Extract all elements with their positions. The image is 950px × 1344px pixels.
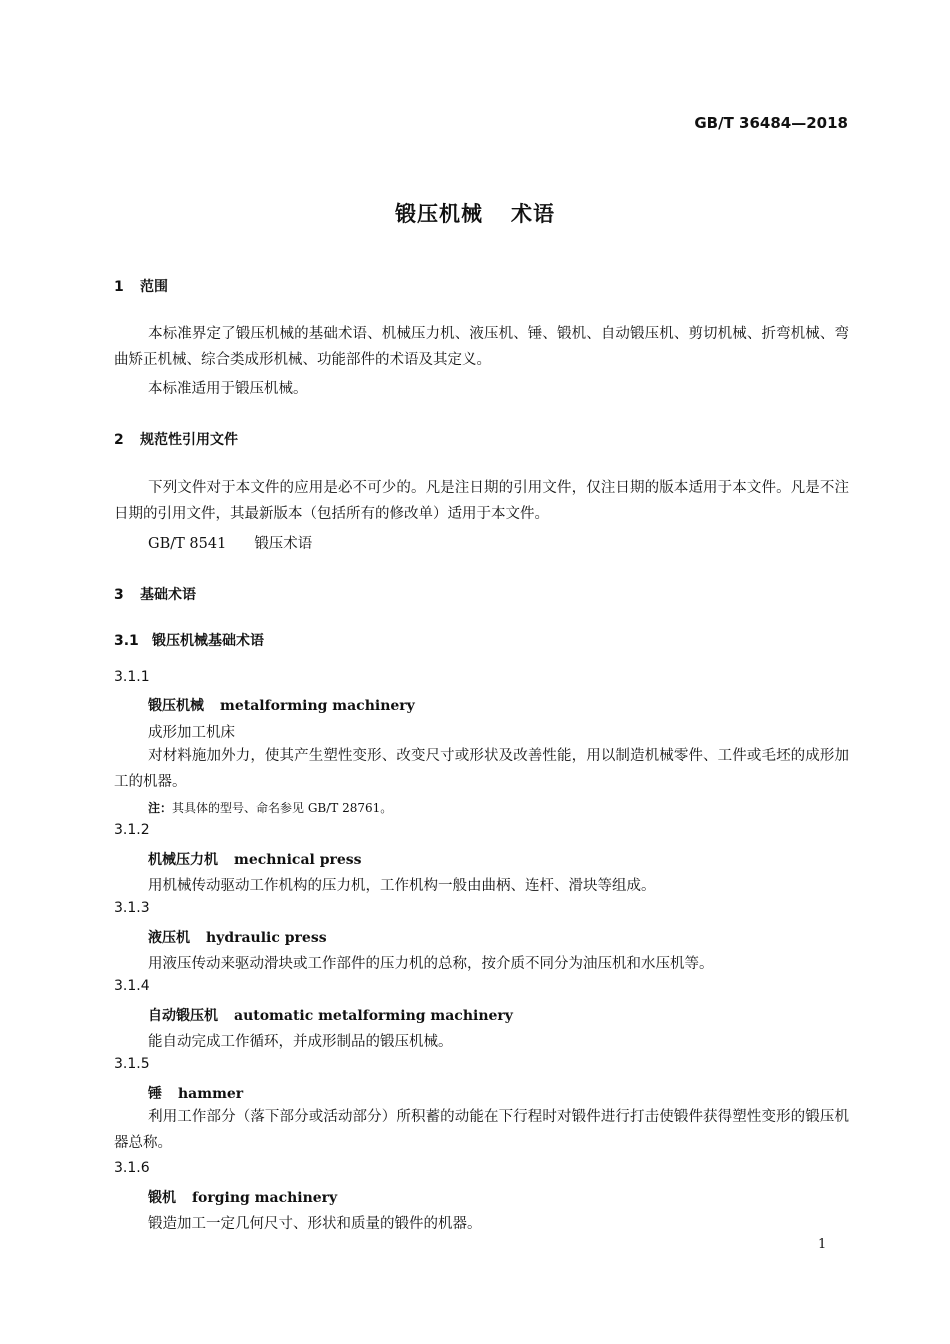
term-zh: 锻压机械 [148,698,204,714]
page-number: 1 [818,1237,827,1252]
term-number: 3.1.3 [114,900,150,916]
term-heading [148,1187,337,1207]
note-label: 注： [148,801,173,815]
section-1-paragraph-2: 本标准适用于锻压机械。 [148,381,308,397]
normative-reference [148,532,312,553]
section-title: 基础术语 [140,587,196,603]
term-zh: 液压机 [148,930,190,946]
section-number: 3 [114,587,124,603]
term-zh: 机械压力机 [148,852,218,868]
note-text: 其具体的型号、命名参见 GB/T 28761。 [172,801,393,815]
term-note [148,799,392,816]
term-heading [148,927,327,947]
term-number: 3.1.6 [114,1160,150,1176]
page-title [0,198,950,228]
term-number: 3.1.4 [114,978,150,994]
term-synonym: 成形加工机床 [148,725,235,741]
reference-title: 锻压术语 [254,536,313,552]
standard-number: GB/T 36484—2018 [694,114,848,132]
term-en: forging machinery [192,1190,338,1206]
term-en: automatic metalforming machinery [234,1008,513,1024]
subsection-number: 3.1 [114,633,139,649]
term-zh: 锻机 [148,1190,176,1206]
title-part-1: 锻压机械 [395,202,483,226]
term-number: 3.1.1 [114,669,150,685]
term-definition: 对材料施加外力，使其产生塑性变形、改变尺寸或形状及改善性能，用以制造机械零件、工件或毛坯的成形加工的机器。 [114,748,849,790]
section-number: 1 [114,279,124,295]
section-3-heading [114,584,196,604]
section-number: 2 [114,432,124,448]
term-number: 3.1.5 [114,1056,150,1072]
title-part-2: 术语 [511,202,555,226]
reference-code: GB/T 8541 [148,536,227,552]
term-zh: 自动锻压机 [148,1008,218,1024]
section-1-heading [114,276,168,296]
section-title: 范围 [140,279,168,295]
term-heading [148,1083,243,1103]
term-en: hammer [178,1086,244,1102]
term-en: hydraulic press [206,930,327,946]
term-definition: 用机械传动驱动工作机构的压力机，工作机构一般由曲柄、连杆、滑块等组成。 [148,878,656,894]
section-1-paragraph-1: 本标准界定了锻压机械的基础术语、机械压力机、液压机、锤、锻机、自动锻压机、剪切机械、折弯机械、弯曲矫正机械、综合类成形机械、功能部件的术语及其定义。 [114,326,849,368]
section-2-paragraph-1: 下列文件对于本文件的应用是必不可少的。凡是注日期的引用文件，仅注日期的版本适用于本文件。凡是不注日期的引用文件，其最新版本（包括所有的修改单）适用于本文件。 [114,480,849,522]
subsection-3-1-heading [114,630,264,650]
section-title: 规范性引用文件 [140,432,238,448]
term-definition: 利用工作部分（落下部分或活动部分）所积蓄的动能在下行程时对锻件进行打击使锻件获得塑性变形的锻压机器总称。 [114,1109,849,1151]
term-heading [148,849,362,869]
term-definition: 锻造加工一定几何尺寸、形状和质量的锻件的机器。 [148,1216,482,1232]
section-2-heading [114,429,238,449]
term-definition: 能自动完成工作循环，并成形制品的锻压机械。 [148,1034,453,1050]
term-en: metalforming machinery [220,698,415,714]
term-en: mechnical press [234,852,362,868]
subsection-title: 锻压机械基础术语 [152,633,264,649]
term-zh: 锤 [148,1086,162,1102]
term-heading [148,695,415,715]
term-definition: 用液压传动来驱动滑块或工作部件的压力机的总称，按介质不同分为油压机和水压机等。 [148,956,714,972]
term-number: 3.1.2 [114,822,150,838]
term-heading [148,1005,513,1025]
